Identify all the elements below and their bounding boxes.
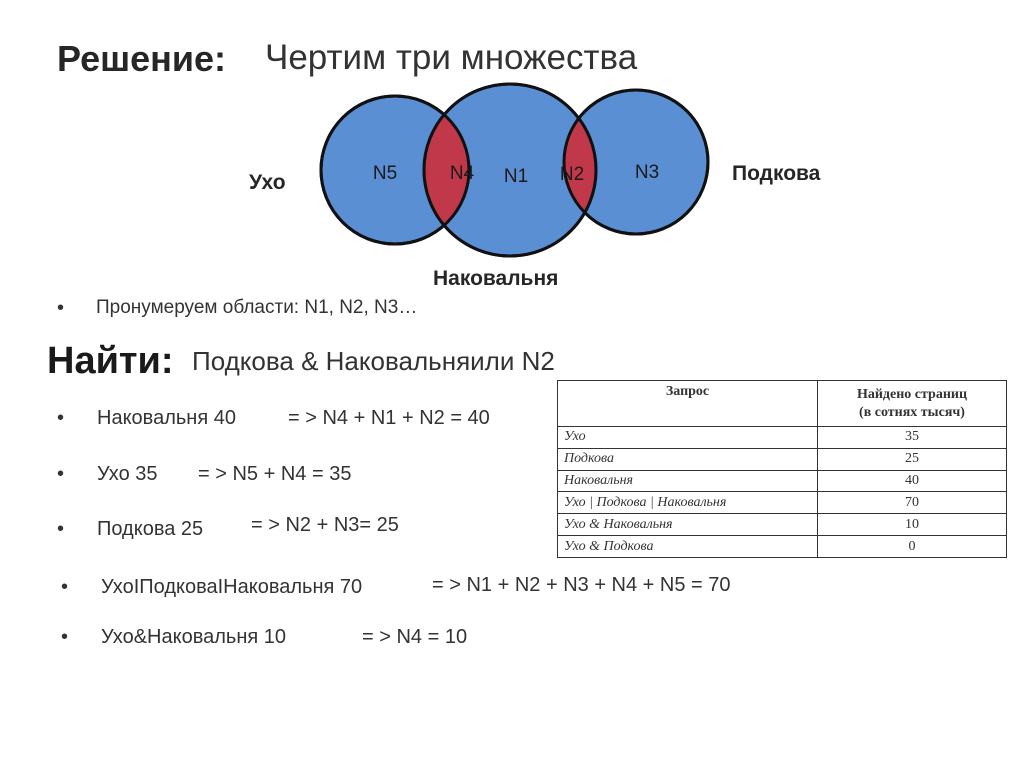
label-podkova: Подкова [732, 162, 821, 185]
table-cell-query: Ухо & Подкова [558, 536, 818, 558]
table-row [558, 470, 1007, 492]
bullet-dot: • [61, 576, 69, 598]
eq-result-1: = > N4 + N1 + N2 = 40 [288, 407, 490, 429]
table-header-query: Запрос [558, 381, 818, 427]
bullet-dot: • [61, 626, 69, 648]
region-n3: N3 [634, 162, 660, 183]
table-header-count-line1: Найдено страниц [856, 386, 968, 402]
table-row [558, 536, 1007, 558]
table-cell-count: 35 [818, 427, 1007, 449]
eq-term-5: Ухо&Наковальня 10 [101, 626, 286, 648]
bullet-dot: • [57, 518, 65, 540]
find-text: Подкова & Наковальняили N2 [192, 346, 555, 376]
table-cell-query: Ухо [558, 427, 818, 449]
table-cell-count: 40 [818, 470, 1007, 492]
solution-text: Чертим три множества [265, 38, 638, 77]
solution-heading: Решение: [57, 38, 227, 79]
table-cell-query: Подкова [558, 448, 818, 470]
label-uho: Ухо [249, 171, 286, 194]
table-row [558, 448, 1007, 470]
table-cell-query: Ухо & Наковальня [558, 514, 818, 536]
region-n4: N4 [449, 163, 475, 184]
table-row [558, 514, 1007, 536]
bullet-dot: • [57, 463, 65, 485]
eq-term-4: УхоIПодковаIНаковальня 70 [101, 576, 363, 598]
eq-term-1: Наковальня 40 [97, 407, 236, 429]
eq-result-2: = > N5 + N4 = 35 [198, 463, 352, 485]
table-header-count [818, 381, 1007, 427]
region-n1: N1 [503, 166, 529, 187]
table-row [558, 427, 1007, 449]
table-cell-query: Наковальня [558, 470, 818, 492]
eq-term-3: Подкова 25 [97, 518, 204, 540]
bullet-dot: • [57, 297, 65, 319]
eq-result-3: = > N2 + N3= 25 [251, 514, 399, 536]
region-n2: N2 [559, 164, 585, 185]
find-heading: Найти: [47, 340, 174, 382]
bullet-dot: • [57, 407, 65, 429]
table-header-count-line2: (в сотнях тысяч) [859, 404, 965, 420]
numbering-note: Пронумеруем области: N1, N2, N3… [96, 297, 418, 318]
table-cell-query: Ухо | Подкова | Наковальня [558, 492, 818, 514]
eq-result-4: = > N1 + N2 + N3 + N4 + N5 = 70 [432, 574, 731, 596]
eq-term-2: Ухо 35 [97, 463, 158, 485]
query-table [557, 380, 1007, 558]
venn-diagram [0, 0, 1024, 300]
eq-result-5: = > N4 = 10 [362, 626, 468, 648]
label-nakovalnya: Наковальня [433, 267, 559, 290]
table-cell-count: 0 [818, 536, 1007, 558]
table-row [558, 492, 1007, 514]
region-n5: N5 [372, 163, 398, 184]
table-cell-count: 10 [818, 514, 1007, 536]
table-cell-count: 70 [818, 492, 1007, 514]
table-cell-count: 25 [818, 448, 1007, 470]
